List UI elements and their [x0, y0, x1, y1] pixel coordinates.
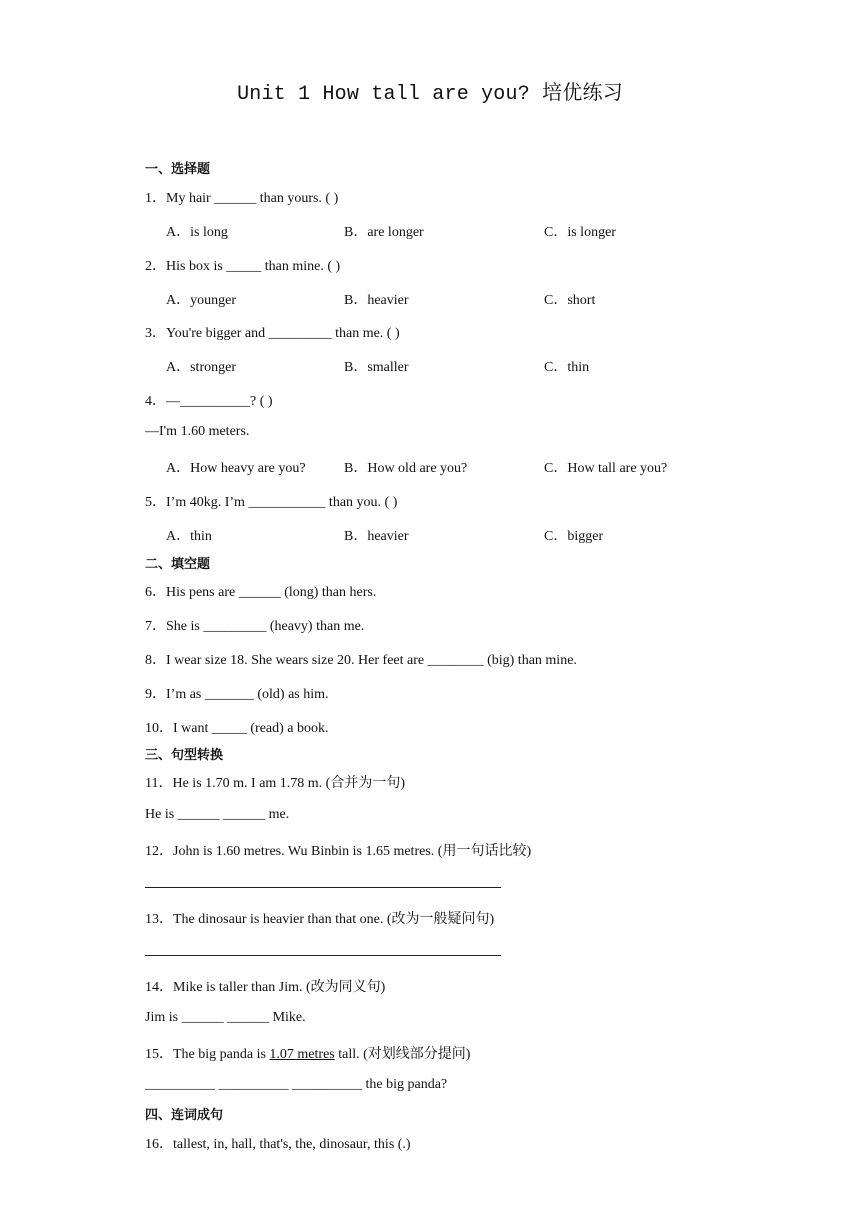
question-10: 10．I want _____ (read) a book. [145, 721, 329, 736]
question-7: 7．She is _________ (heavy) than me. [145, 619, 365, 634]
question-11: 11．He is 1.70 m. I am 1.78 m. (合并为一句) [145, 776, 406, 791]
question-2: 2．His box is _____ than mine. ( ) [145, 259, 341, 274]
question-9: 9．I’m as _______ (old) as him. [145, 687, 329, 702]
question-14: 14．Mike is taller than Jim. (改为同义句) [145, 980, 386, 995]
q4-option-a: A．How heavy are you? [166, 461, 306, 476]
section-heading-word-order: 四、连词成句 [145, 1108, 224, 1123]
q4-option-c: C．How tall are you? [544, 461, 668, 476]
question-12: 12．John is 1.60 metres. Wu Binbin is 1.65 metres. (用一句话比较) [145, 844, 532, 859]
question-4-response: —I'm 1.60 meters. [145, 424, 250, 439]
section-heading-fill-in: 二、填空题 [145, 557, 211, 572]
question-15 [145, 1043, 470, 1063]
q3-option-c: C．thin [544, 360, 590, 375]
answer-line-13 [145, 955, 501, 956]
q2-option-c: C．short [544, 293, 596, 308]
question-15-suffix: tall. (对划线部分提问) [334, 1047, 471, 1062]
question-4: 4．—__________? ( ) [145, 394, 273, 409]
q1-option-c: C．is longer [544, 225, 616, 240]
question-13: 13．The dinosaur is heavier than that one. (改为一般疑问句) [145, 912, 495, 927]
q5-option-c: C．bigger [544, 529, 604, 544]
question-14-answer: Jim is ______ ______ Mike. [145, 1010, 306, 1025]
q1-option-b: B．are longer [344, 225, 424, 240]
q3-option-a: A．stronger [166, 360, 236, 375]
question-6: 6．His pens are ______ (long) than hers. [145, 585, 377, 600]
question-15-answer: __________ __________ __________ the big panda? [145, 1077, 448, 1092]
section-heading-multiple-choice: 一、选择题 [145, 162, 211, 177]
question-16: 16．tallest, in, hall, that's, the, dinosaur, this (.) [145, 1137, 411, 1152]
question-15-prefix: 15．The big panda is [145, 1047, 270, 1062]
question-5: 5．I’m 40kg. I’m ___________ than you. ( ) [145, 495, 398, 510]
q5-option-b: B．heavier [344, 529, 409, 544]
question-15-underlined: 1.07 metres [269, 1047, 335, 1062]
question-1: 1．My hair ______ than yours. ( ) [145, 191, 339, 206]
q3-option-b: B．smaller [344, 360, 409, 375]
answer-line-12 [145, 887, 501, 888]
q2-option-b: B．heavier [344, 293, 409, 308]
q2-option-a: A．younger [166, 293, 236, 308]
q5-option-a: A．thin [166, 529, 212, 544]
q1-option-a: A．is long [166, 225, 228, 240]
question-8: 8．I wear size 18. She wears size 20. Her feet are ________ (big) than mine. [145, 653, 577, 668]
question-11-answer: He is ______ ______ me. [145, 807, 290, 822]
question-3: 3．You're bigger and _________ than me. ( ) [145, 326, 400, 341]
section-heading-transform: 三、句型转换 [145, 748, 224, 763]
page-title: Unit 1 How tall are you? 培优练习 [237, 83, 623, 106]
q4-option-b: B．How old are you? [344, 461, 468, 476]
